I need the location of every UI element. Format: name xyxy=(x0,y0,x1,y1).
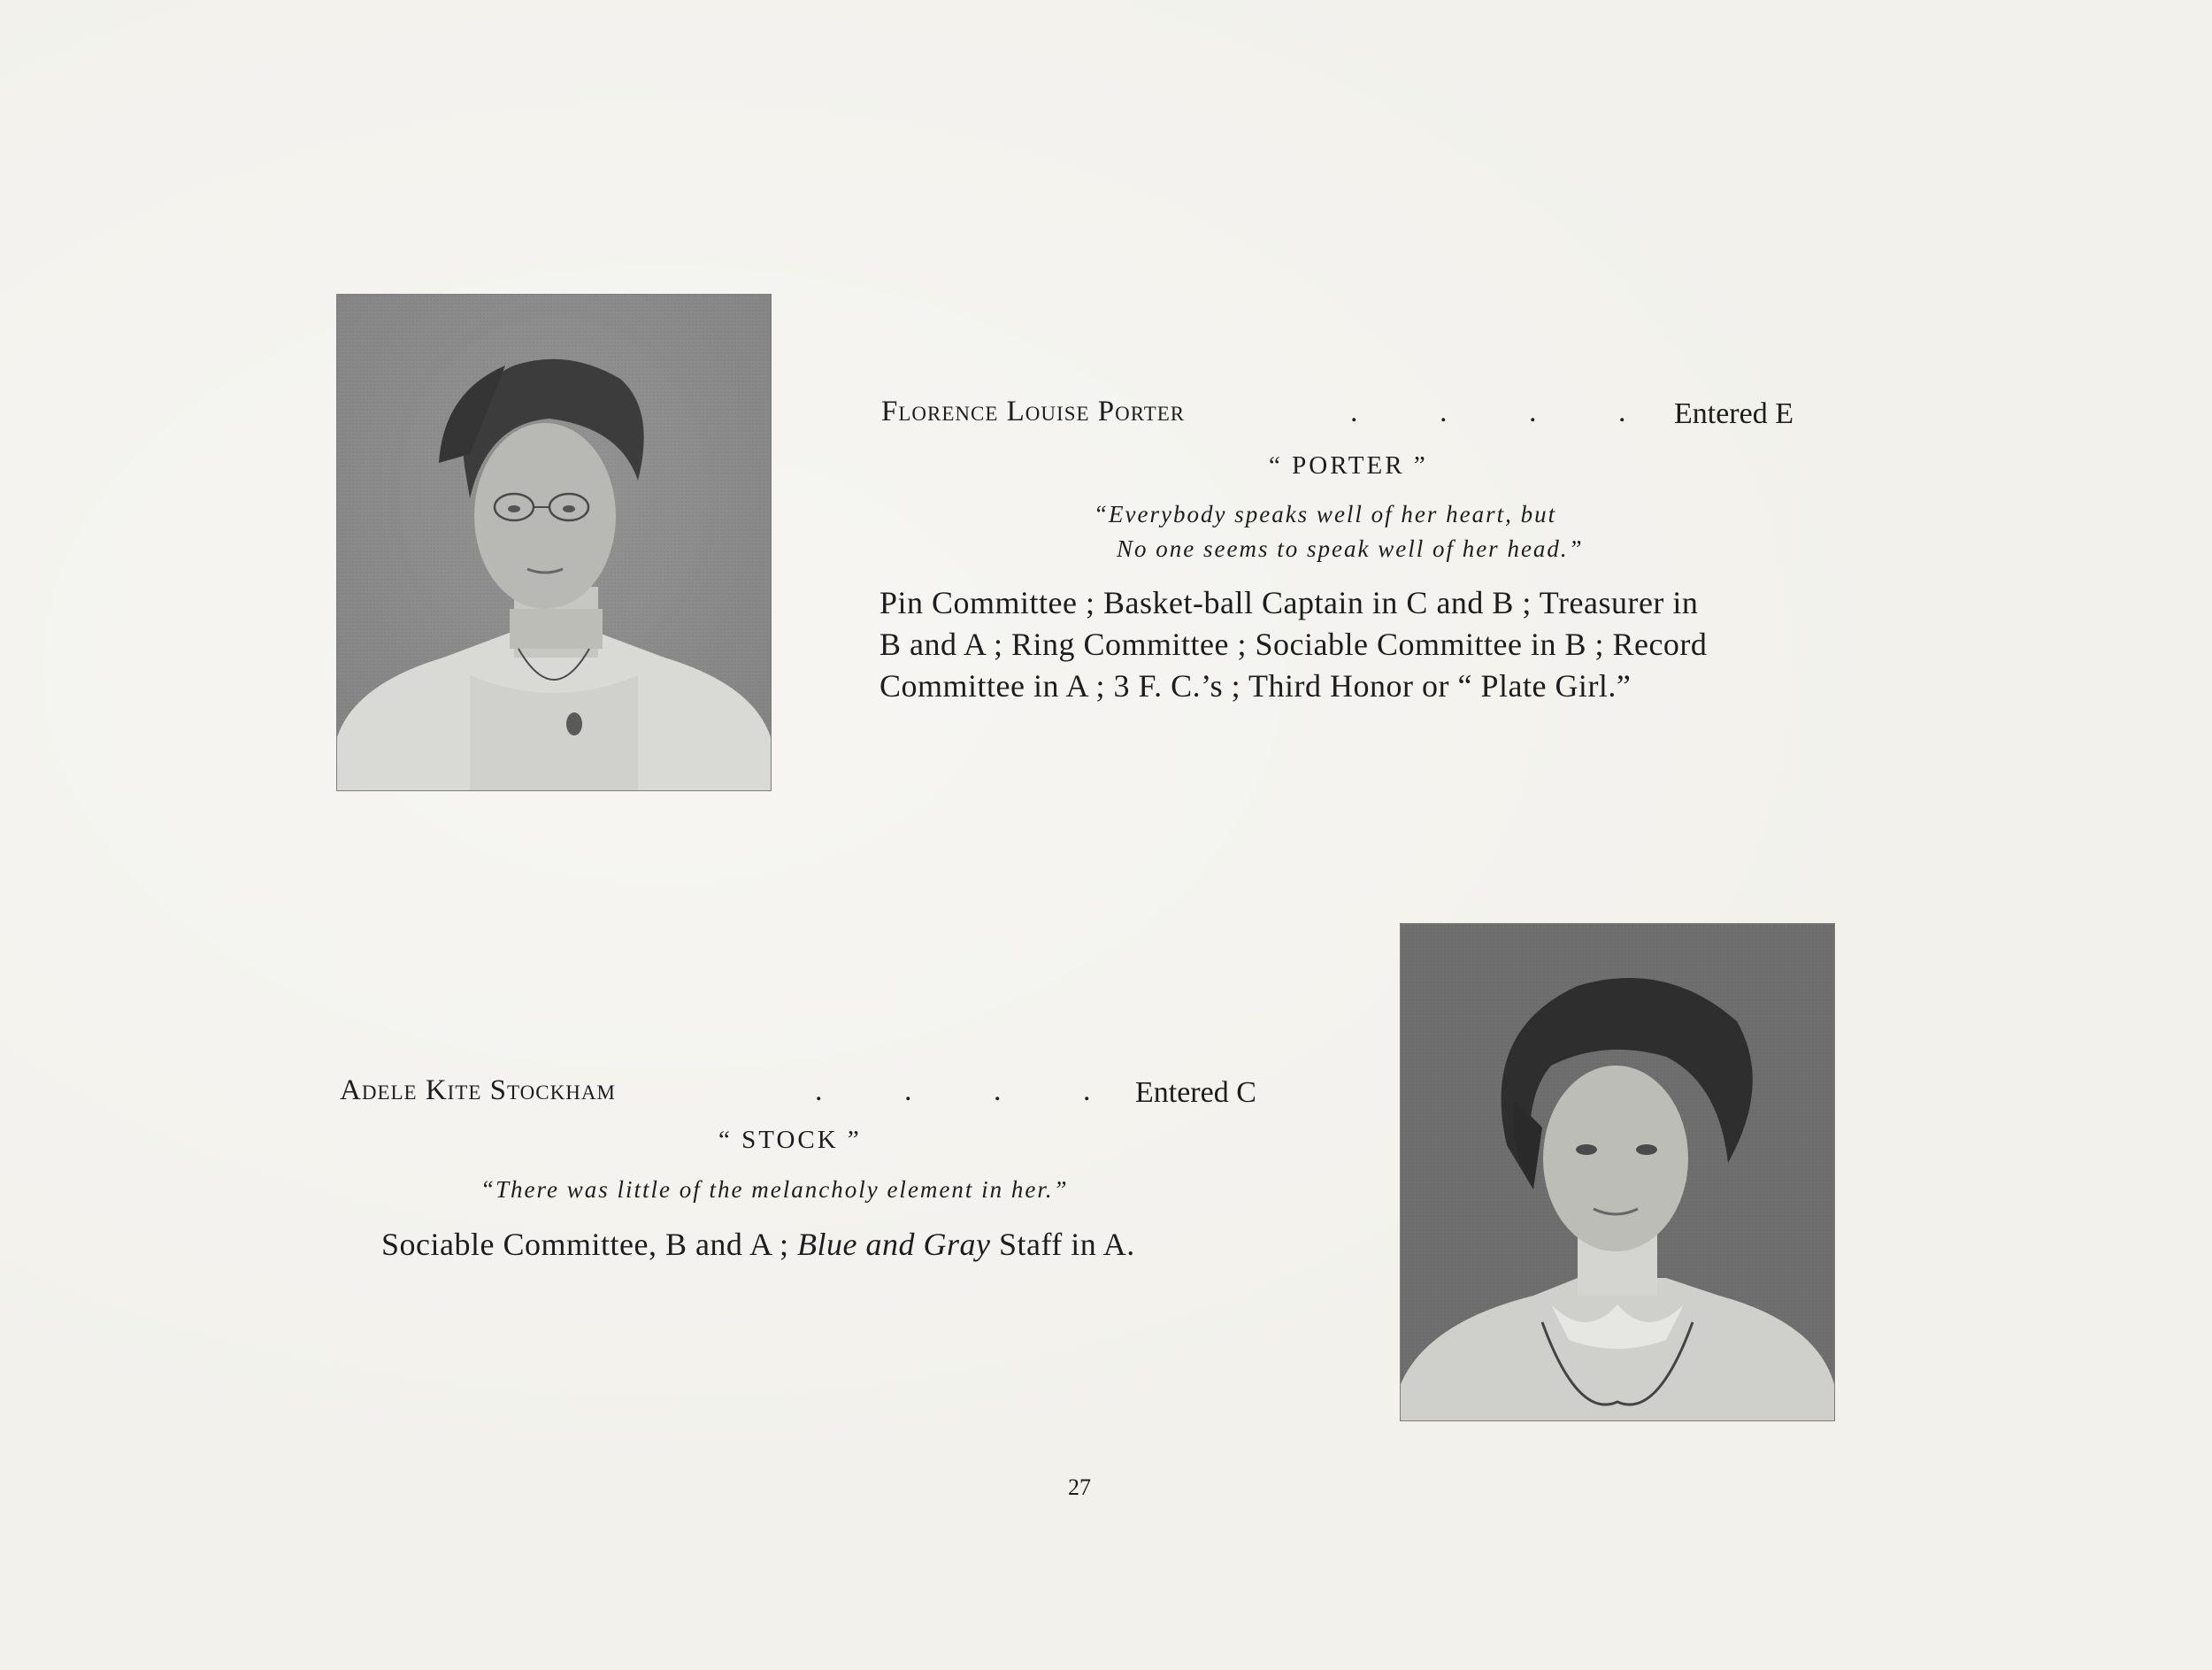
quote-line-1: “There was little of the melancholy element in her.” xyxy=(480,1176,1069,1203)
quote-line-1: “Everybody speaks well of her heart, but xyxy=(1094,501,1557,527)
leader-dots: . . . . xyxy=(1350,396,1663,428)
entered-class: Entered C xyxy=(1135,1076,1256,1109)
student-name: Adele Kite Stockham xyxy=(340,1074,616,1106)
entered-class: Entered E xyxy=(1674,397,1793,430)
activities-text: Sociable Committee, B and A ; xyxy=(381,1227,797,1262)
nickname: “ PORTER ” xyxy=(1269,451,1428,480)
entry-porter-name xyxy=(881,396,1185,428)
activities-line-1: Pin Committee ; Basket-ball Captain in C and B ; Treasurer in xyxy=(879,585,1699,620)
entry-stockham-name xyxy=(340,1074,616,1107)
portrait-photo-stockham xyxy=(1400,923,1835,1421)
leader-dots: . . . . xyxy=(815,1074,1128,1107)
student-name: Florence Louise Porter xyxy=(881,396,1186,427)
portrait-photo-porter xyxy=(336,294,772,791)
publication-title: Blue and Gray xyxy=(796,1227,991,1262)
nickname: “ STOCK ” xyxy=(718,1126,862,1154)
activities-line xyxy=(381,1226,1135,1263)
activities-line-2: B and A ; Ring Committee ; Sociable Committee in B ; Record xyxy=(879,627,1708,662)
activities-text-end: Staff in A. xyxy=(990,1227,1135,1262)
quote-line-2: No one seems to speak well of her head.” xyxy=(1117,535,1584,562)
activities-line-3: Committee in A ; 3 F. C.’s ; Third Honor or “ Plate Girl.” xyxy=(879,668,1632,704)
page-number: 27 xyxy=(1068,1474,1091,1500)
